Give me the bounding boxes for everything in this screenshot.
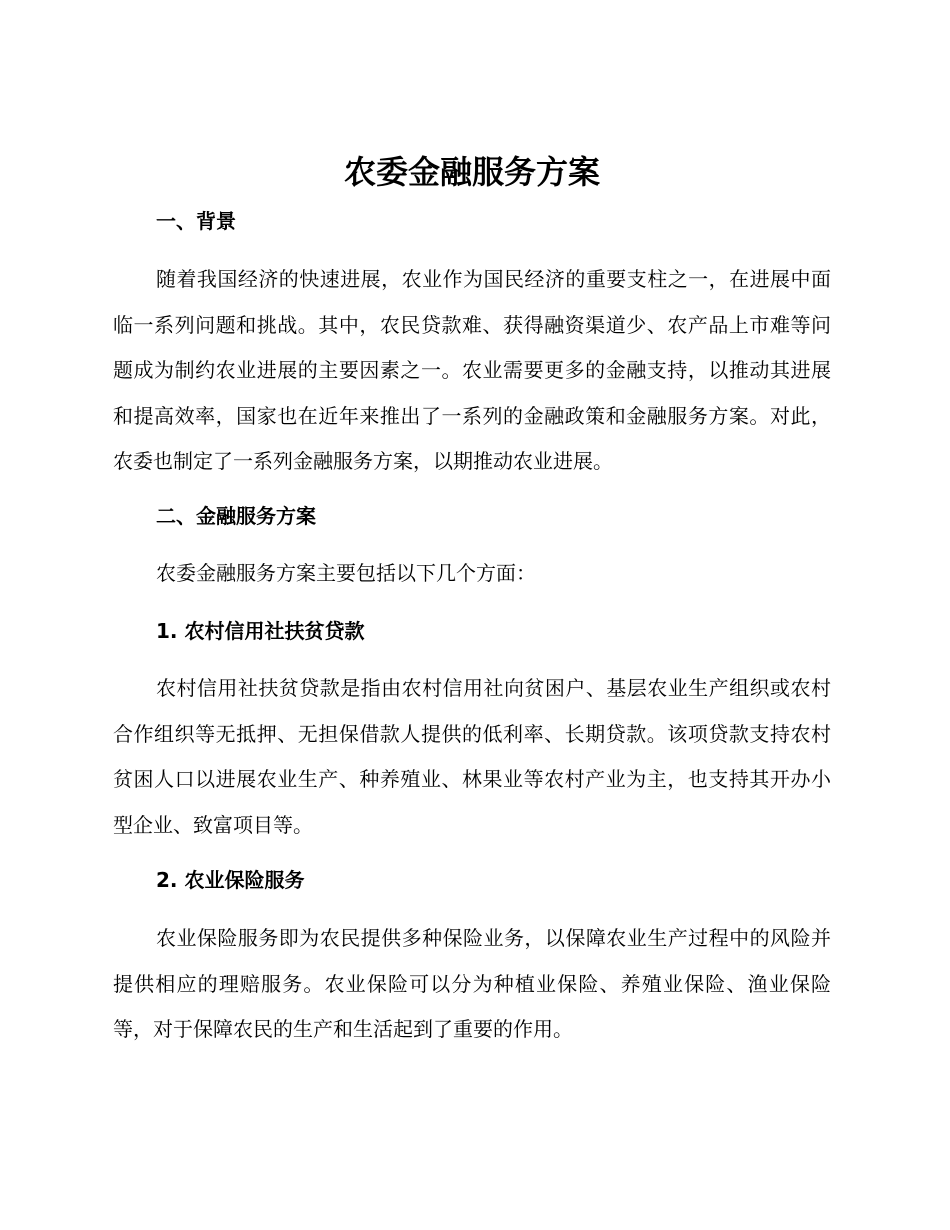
section-heading-financial-services: 二、金融服务方案 [156, 504, 316, 528]
financial-services-intro: 农委金融服务方案主要包括以下几个方面： [156, 561, 536, 585]
poverty-loan-paragraph: 农村信用社扶贫贷款是指由农村信用社向贫困户、基层农业生产组织或农村合作组织等无抵押、无担保借款人提供的低利率、长期贷款。该项贷款支持农村贫困人口以进展农业生产、种养殖业、林果业等农村产业为主，也支持其开办小型企业、致富项目等。 [113, 676, 831, 837]
background-paragraph: 随着我国经济的快速进展，农业作为国民经济的重要支柱之一，在进展中面临一系列问题和挑战。其中，农民贷款难、获得融资渠道少、农产品上市难等问题成为制约农业进展的主要因素之一。农业需要更多的金融支持，以推动其进展和提高效率，国家也在近年来推出了一系列的金融政策和金融服务方案。对此，农委也制定了一系列金融服务方案，以期推动农业进展。 [113, 267, 831, 473]
document-title: 农委金融服务方案 [343, 153, 600, 191]
item-heading-agri-insurance: 2. 农业保险服务 [156, 868, 305, 892]
agri-insurance-paragraph: 农业保险服务即为农民提供多种保险业务，以保障农业生产过程中的风险并提供相应的理赔服务。农业保险可以分为种植业保险、养殖业保险、渔业保险等，对于保障农民的生产和生活起到了重要的作用。 [113, 926, 831, 1041]
section-heading-background: 一、背景 [156, 209, 236, 233]
item-heading-poverty-loan: 1. 农村信用社扶贫贷款 [156, 619, 365, 643]
